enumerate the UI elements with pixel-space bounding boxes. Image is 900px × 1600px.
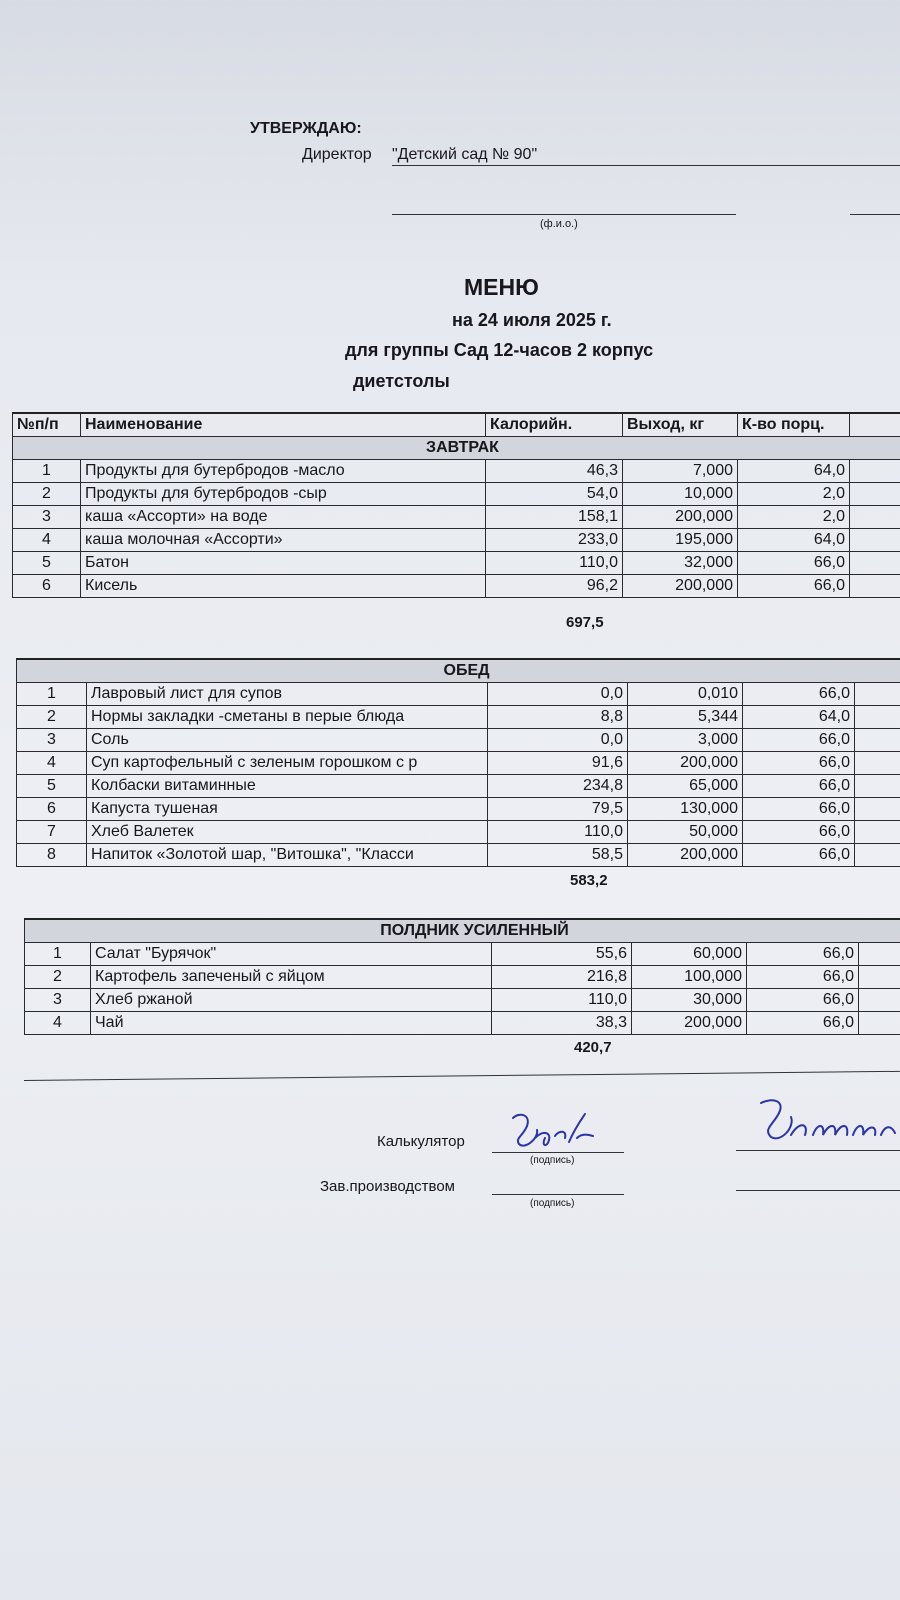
row-portions: 2,0 — [738, 506, 850, 529]
calculator-label: Калькулятор — [377, 1133, 465, 1150]
row-extra — [859, 966, 900, 989]
row-extra — [859, 1012, 900, 1035]
row-portions: 66,0 — [738, 552, 850, 575]
production-label: Зав.производством — [320, 1178, 455, 1195]
row-calories: 233,0 — [486, 529, 623, 552]
calculator-signature — [505, 1108, 600, 1158]
row-extra — [855, 798, 900, 821]
row-calories: 91,6 — [488, 752, 628, 775]
footer-separator — [24, 1071, 900, 1081]
row-name: Нормы закладки -сметаны в перые блюда — [87, 706, 488, 729]
table-header-row — [13, 413, 900, 437]
col-number-header: №п/п — [13, 413, 81, 437]
row-calories: 216,8 — [492, 966, 632, 989]
row-name: Хлеб ржаной — [91, 989, 492, 1012]
row-output: 200,000 — [628, 752, 743, 775]
row-extra — [855, 683, 900, 706]
row-number: 3 — [25, 989, 91, 1012]
row-number: 4 — [17, 752, 87, 775]
table-row — [17, 844, 900, 867]
row-output: 195,000 — [623, 529, 738, 552]
table-row — [13, 575, 900, 598]
row-number: 1 — [25, 943, 91, 966]
row-number: 2 — [25, 966, 91, 989]
section-title-snack: ПОЛДНИК УСИЛЕННЫЙ — [25, 919, 900, 943]
row-portions: 66,0 — [747, 943, 859, 966]
production-sign-line — [492, 1194, 624, 1195]
calculator-name-signature — [755, 1095, 900, 1150]
col-output-header: Выход, кг — [623, 413, 738, 437]
table-row — [17, 798, 900, 821]
row-name: Чай — [91, 1012, 492, 1035]
row-output: 60,000 — [632, 943, 747, 966]
row-name: Картофель запеченый с яйцом — [91, 966, 492, 989]
row-portions: 66,0 — [743, 752, 855, 775]
row-name: Продукты для бутербродов -сыр — [81, 483, 486, 506]
row-calories: 0,0 — [488, 729, 628, 752]
row-portions: 2,0 — [738, 483, 850, 506]
fio-line-right — [850, 214, 900, 215]
row-extra — [850, 483, 900, 506]
row-output: 65,000 — [628, 775, 743, 798]
row-number: 3 — [13, 506, 81, 529]
row-output: 32,000 — [623, 552, 738, 575]
table-row — [13, 460, 900, 483]
row-number: 4 — [25, 1012, 91, 1035]
table-row — [13, 506, 900, 529]
row-name: Лавровый лист для супов — [87, 683, 488, 706]
table-row — [13, 529, 900, 552]
row-number: 3 — [17, 729, 87, 752]
table-row — [25, 989, 900, 1012]
row-output: 30,000 — [632, 989, 747, 1012]
lunch-total: 583,2 — [570, 872, 608, 889]
row-extra — [850, 460, 900, 483]
row-portions: 66,0 — [743, 798, 855, 821]
table-row — [17, 821, 900, 844]
row-output: 200,000 — [632, 1012, 747, 1035]
row-portions: 66,0 — [738, 575, 850, 598]
menu-title: МЕНЮ — [464, 274, 539, 300]
row-calories: 110,0 — [486, 552, 623, 575]
breakfast-table — [12, 412, 900, 598]
row-extra — [850, 575, 900, 598]
production-name-line — [736, 1190, 900, 1191]
row-portions: 66,0 — [743, 729, 855, 752]
lunch-table — [16, 658, 900, 867]
row-portions: 66,0 — [743, 844, 855, 867]
row-number: 5 — [13, 552, 81, 575]
row-number: 1 — [13, 460, 81, 483]
fio-note: (ф.и.о.) — [540, 218, 578, 230]
row-extra — [850, 552, 900, 575]
table-row — [17, 683, 900, 706]
row-extra — [855, 775, 900, 798]
row-extra — [855, 844, 900, 867]
row-number: 6 — [13, 575, 81, 598]
row-calories: 96,2 — [486, 575, 623, 598]
row-number: 5 — [17, 775, 87, 798]
row-name: Батон — [81, 552, 486, 575]
row-output: 130,000 — [628, 798, 743, 821]
row-calories: 58,5 — [488, 844, 628, 867]
table-row — [17, 775, 900, 798]
table-row — [13, 483, 900, 506]
row-calories: 110,0 — [488, 821, 628, 844]
row-calories: 158,1 — [486, 506, 623, 529]
snack-table — [24, 918, 900, 1035]
col-extra-header — [850, 413, 900, 437]
menu-diet: диетстолы — [353, 371, 450, 391]
table-row — [17, 706, 900, 729]
row-name: Суп картофельный с зеленым горошком с р — [87, 752, 488, 775]
table-row — [25, 1012, 900, 1035]
row-calories: 46,3 — [486, 460, 623, 483]
row-output: 200,000 — [623, 506, 738, 529]
row-extra — [850, 506, 900, 529]
row-portions: 64,0 — [738, 460, 850, 483]
row-number: 1 — [17, 683, 87, 706]
row-portions: 66,0 — [747, 966, 859, 989]
director-value: "Детский сад № 90" — [392, 146, 538, 163]
col-portions-header: К-во порц. — [738, 413, 850, 437]
calculator-sign-note: (подпись) — [530, 1155, 575, 1166]
director-label: Директор — [302, 146, 372, 163]
row-name: Соль — [87, 729, 488, 752]
production-sign-note: (подпись) — [530, 1198, 575, 1209]
row-output: 3,000 — [628, 729, 743, 752]
row-calories: 110,0 — [492, 989, 632, 1012]
calculator-name-line — [736, 1150, 900, 1151]
row-extra — [855, 752, 900, 775]
row-portions: 66,0 — [747, 1012, 859, 1035]
row-output: 5,344 — [628, 706, 743, 729]
row-extra — [859, 989, 900, 1012]
row-number: 8 — [17, 844, 87, 867]
table-row — [17, 752, 900, 775]
row-name: Продукты для бутербродов -масло — [81, 460, 486, 483]
row-output: 0,010 — [628, 683, 743, 706]
row-number: 2 — [17, 706, 87, 729]
row-output: 50,000 — [628, 821, 743, 844]
row-calories: 79,5 — [488, 798, 628, 821]
col-name-header: Наименование — [81, 413, 486, 437]
row-extra — [859, 943, 900, 966]
fio-line — [392, 214, 736, 215]
row-extra — [855, 729, 900, 752]
row-output: 100,000 — [632, 966, 747, 989]
table-row — [25, 943, 900, 966]
row-name: каша «Ассорти» на воде — [81, 506, 486, 529]
row-calories: 234,8 — [488, 775, 628, 798]
table-row — [17, 729, 900, 752]
section-title-lunch: ОБЕД — [17, 659, 900, 683]
row-name: Капуста тушеная — [87, 798, 488, 821]
row-number: 4 — [13, 529, 81, 552]
col-calories-header: Калорийн. — [486, 413, 623, 437]
table-row — [13, 552, 900, 575]
row-name: Напиток «Золотой шар, "Витошка", "Класси — [87, 844, 488, 867]
row-output: 7,000 — [623, 460, 738, 483]
row-calories: 38,3 — [492, 1012, 632, 1035]
snack-total: 420,7 — [574, 1039, 612, 1056]
row-portions: 66,0 — [743, 775, 855, 798]
row-portions: 64,0 — [743, 706, 855, 729]
row-portions: 66,0 — [743, 683, 855, 706]
row-name: Хлеб Валетек — [87, 821, 488, 844]
row-calories: 55,6 — [492, 943, 632, 966]
row-calories: 8,8 — [488, 706, 628, 729]
row-portions: 66,0 — [747, 989, 859, 1012]
row-number: 6 — [17, 798, 87, 821]
section-title-breakfast: ЗАВТРАК — [13, 437, 900, 460]
director-underline — [392, 165, 900, 166]
breakfast-total: 697,5 — [566, 614, 604, 631]
row-name: Колбаски витаминные — [87, 775, 488, 798]
row-output: 10,000 — [623, 483, 738, 506]
row-extra — [850, 529, 900, 552]
row-portions: 66,0 — [743, 821, 855, 844]
row-output: 200,000 — [623, 575, 738, 598]
row-number: 2 — [13, 483, 81, 506]
row-name: Салат "Бурячок" — [91, 943, 492, 966]
row-calories: 54,0 — [486, 483, 623, 506]
row-name: Кисель — [81, 575, 486, 598]
row-name: каша молочная «Ассорти» — [81, 529, 486, 552]
row-calories: 0,0 — [488, 683, 628, 706]
row-extra — [855, 706, 900, 729]
row-output: 200,000 — [628, 844, 743, 867]
row-extra — [855, 821, 900, 844]
table-row — [25, 966, 900, 989]
menu-date: на 24 июля 2025 г. — [452, 310, 612, 330]
approve-heading: УТВЕРЖДАЮ: — [250, 120, 362, 137]
menu-group: для группы Сад 12-часов 2 корпус — [345, 340, 654, 360]
row-number: 7 — [17, 821, 87, 844]
row-portions: 64,0 — [738, 529, 850, 552]
